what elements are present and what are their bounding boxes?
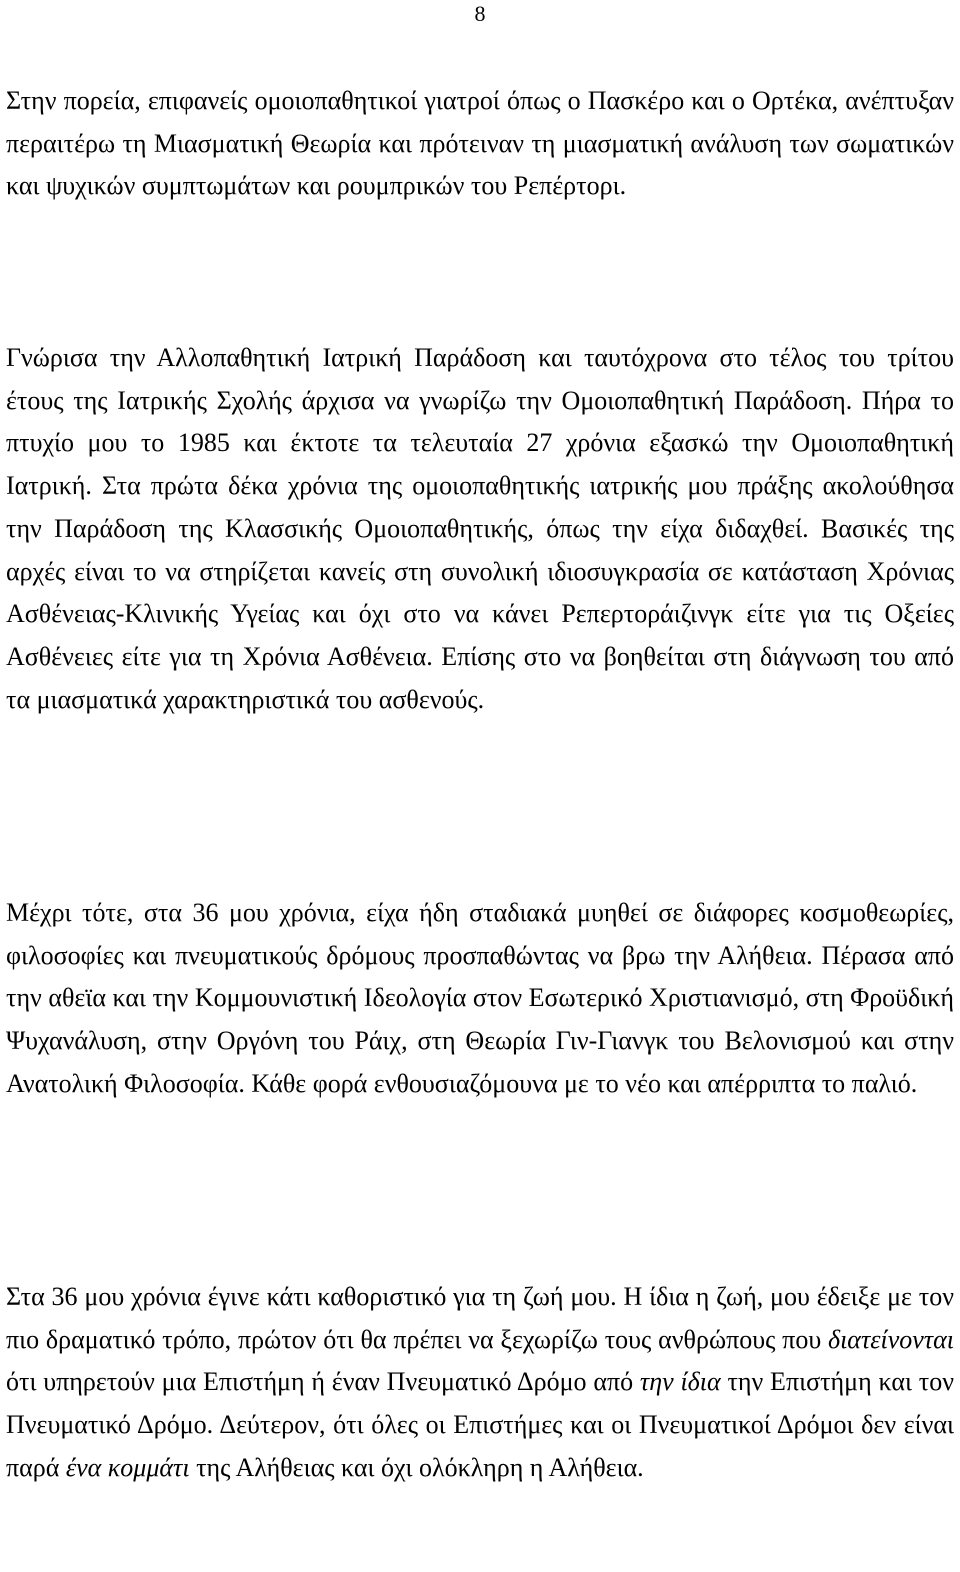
paragraph-4 xyxy=(6,1276,954,1490)
paragraph-3 xyxy=(6,892,954,1106)
paragraph-1 xyxy=(6,80,954,208)
paragraph-text: ότι υπηρετούν μια Επιστήμη ή έναν Πνευματικό Δρόμο από xyxy=(6,1367,640,1397)
paragraph-text: της Αλήθειας και όχι ολόκληρη η Αλήθεια. xyxy=(189,1452,644,1482)
emphasis-text: ένα κομμάτι xyxy=(65,1452,190,1482)
paragraph-2 xyxy=(6,337,954,721)
page-number: 8 xyxy=(474,1,486,26)
paragraph-text: Μέχρι τότε, στα 36 μου χρόνια, είχα ήδη σταδιακά μυηθεί σε διάφορες κοσμοθεωρίες, φιλοσοφίες και πνευματικούς δρόμους προσπαθώντας να βρω την Αλήθεια. Πέρασα από την αθεϊα και την Κομμουνιστική Ιδεολογία στον Εσωτερικό Χριστιανισμό, στη Φροϋδική Ψυχανάλυση, στην Οργόνη του Ράιχ, στη Θεωρία Γιν-Γιανγκ του Βελονισμού και στην Ανατολική Φιλοσοφία. Κάθε φορά ενθουσιαζόμουνα με το νέο και απέρριπτα το παλιό. xyxy=(6,898,954,1098)
emphasis-text: διατείνονται xyxy=(828,1324,954,1354)
paragraph-text: Γνώρισα την Αλλοπαθητική Ιατρική Παράδοση και ταυτόχρονα στο τέλος του τρίτου έτους της Ιατρικής Σχολής άρχισα να γνωρίζω την Ομοιοπαθητική Παράδοση. Πήρα το πτυχίο μου το 1985 και έκτοτε τα τελευταία 27 χρόνια εξασκώ την Ομοιοπαθητική Ιατρική. Στα πρώτα δέκα χρόνια της ομοιοπαθητικής ιατρικής μου πράξης ακολούθησα την Παράδοση της Κλασσικής Ομοιοπαθητικής, όπως την είχα διδαχθεί. Βασικές της αρχές είναι το να στηρίζεται κανείς στη συνολική ιδιοσυγκρασία σε κατάσταση Χρόνιας Ασθένειας-Κλινικής Υγείας και όχι στο να κάνει Ρεπερτοράιζινγκ είτε για τις Οξείες Ασθένειες είτε για τη Χρόνια Ασθένεια. Επίσης στο να βοηθείται στη διάγνωση του από τα μιασματικά χαρακτηριστικά του ασθενούς. xyxy=(6,343,954,714)
paragraph-text: την Επιστήμη και τον Πνευματικό Δρόμο. Δεύτερον, ότι όλες οι Επιστήμες και οι Πνευματικοί Δρόμοι δεν είναι παρά xyxy=(6,1367,954,1482)
emphasis-text: την ίδια xyxy=(639,1367,721,1397)
paragraph-text: Στα 36 μου χρόνια έγινε κάτι καθοριστικό για τη ζωή μου. Η ίδια η ζωή, μου έδειξε με τον πιο δραματικό τρόπο, πρώτον ότι θα πρέπει να ξεχωρίζω τους ανθρώπους που xyxy=(6,1282,954,1354)
paragraph-text: Στην πορεία, επιφανείς ομοιοπαθητικοί γιατροί όπως ο Πασκέρο και ο Ορτέκα, ανέπτυξαν περαιτέρω τη Μιασματική Θεωρία και πρότειναν τη μιασματική ανάλυση των σωματικών και ψυχικών συμπτωμάτων και ρουμπρικών του Ρεπέρτορι. xyxy=(6,86,954,201)
